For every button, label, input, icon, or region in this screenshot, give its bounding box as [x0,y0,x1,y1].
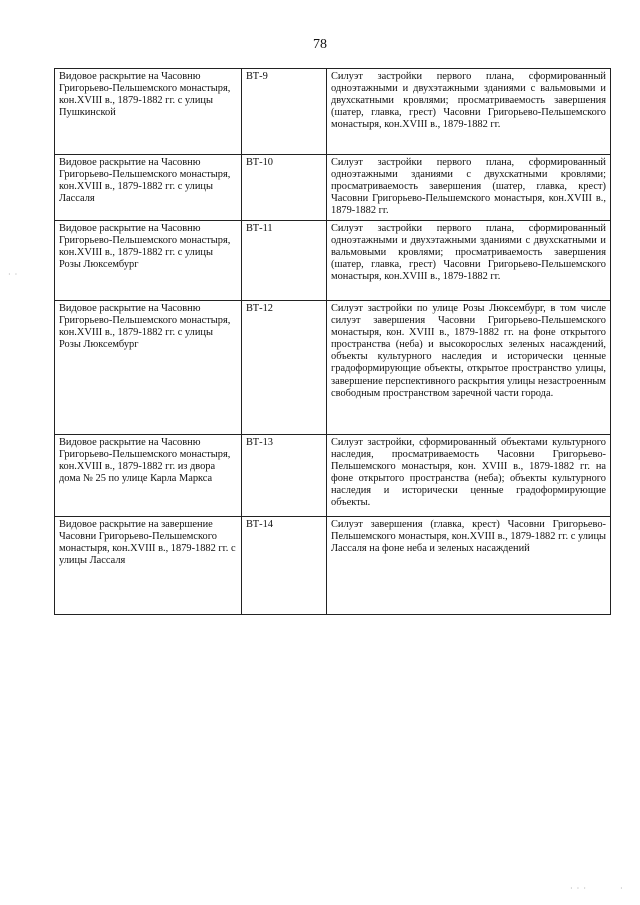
table-row [55,301,611,435]
scan-artifact: · [620,884,624,893]
view-description-cell: Силуэт застройки первого плана, сформированный одноэтажными и двухэтажными зданиями с вальмовыми и двухскатными кровлями; просматриваемость завершения (шатер, главка, грест) Часовни Григорьево-Пельшемского монастыря, кон.XVIII в., 1879-1882 гг. [327,69,611,155]
view-name-cell: Видовое раскрытие на Часовню Григорьево-Пельшемского монастыря, кон.XVIII в., 1879-1882 гг. с улицы Розы Люксембург [55,301,242,435]
view-code-cell: ВТ-14 [242,517,327,615]
table-row [55,155,611,221]
table-row [55,517,611,615]
view-name-cell: Видовое раскрытие на завершение Часовни Григорьево-Пельшемского монастыря, кон.XVIII в., 1879-1882 гг. с улицы Лассаля [55,517,242,615]
scan-artifact: · · · [570,884,587,893]
view-description-cell: Силуэт застройки, сформированный объектами культурного наследия, просматриваемость Часовни Григорьево-Пельшемского монастыря, кон. XVIII в., 1879-1882 гг. на фоне открытого пространства (неба); объекты культурного наследия и исторически ценные градоформирующие объекты. [327,435,611,517]
table-row [55,221,611,301]
view-name-cell: Видовое раскрытие на Часовню Григорьево-Пельшемского монастыря, кон.XVIII в., 1879-1882 гг. из двора дома № 25 по улице Карла Маркса [55,435,242,517]
viewpoints-table [54,68,611,615]
view-code-cell: ВТ-13 [242,435,327,517]
view-code-cell: ВТ-12 [242,301,327,435]
view-description-cell: Силуэт застройки первого плана, сформированный одноэтажными зданиями с двухскатными кровлями; просматриваемость завершения (шатер, главка, крест) Часовни Григорьево-Пельшемского монастыря, кон.XVIII в., 1879-1882 гг. [327,155,611,221]
view-name-cell: Видовое раскрытие на Часовню Григорьево-Пельшемского монастыря, кон.XVIII в., 1879-1882 гг. с улицы Розы Люксембург [55,221,242,301]
view-description-cell: Силуэт застройки по улице Розы Люксембург, в том числе силуэт завершения Часовни Григорьево-Пельшемского монастыря, кон. XVIII в., 1879-1882 гг. на фоне открытого пространства (неба) и высокорослых зеленых насаждений, объекты культурного наследия и исторически ценные градоформирующие объекты, открытое пространство улицы, завершение перспективного раскрытия улицы незастроенным свободным пространством заречной части города. [327,301,611,435]
view-code-cell: ВТ-10 [242,155,327,221]
table-row [55,69,611,155]
scan-artifact: · · [8,270,19,279]
view-name-cell: Видовое раскрытие на Часовню Григорьево-Пельшемского монастыря, кон.XVIII в., 1879-1882 гг. с улицы Пушкинской [55,69,242,155]
view-description-cell: Силуэт застройки первого плана, сформированный одноэтажными и двухэтажными зданиями с двухскатными и вальмовыми кровлями; просматриваемость завершения (шатер, главка, грест) Часовни Григорьево-Пельшемского монастыря, кон.XVIII в., 1879-1882 гг. [327,221,611,301]
view-name-cell: Видовое раскрытие на Часовню Григорьево-Пельшемского монастыря, кон.XVIII в., 1879-1882 гг. с улицы Лассаля [55,155,242,221]
table-row [55,435,611,517]
page-number: 78 [313,37,327,52]
view-code-cell: ВТ-9 [242,69,327,155]
view-description-cell: Силуэт завершения (главка, крест) Часовни Григорьево-Пельшемского монастыря, кон.XVIII в., 1879-1882 гг. с улицы Лассаля на фоне неба и зеленых насаждений [327,517,611,615]
view-code-cell: ВТ-11 [242,221,327,301]
